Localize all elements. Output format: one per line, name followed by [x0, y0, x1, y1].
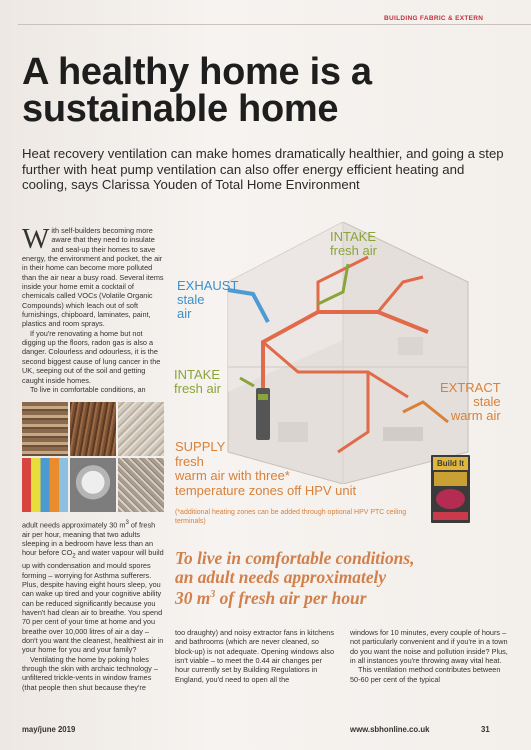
body-paragraph-1: With self-builders becoming more aware that they need to insulate and seal-up their homes to save energy, the environment and pocket, the air in their home can become more polluted than the air near a busy road. Several items inside your home emit a cocktail of chemicals called VOCs (Volatile Organic Compounds) which leach out of soft furnishings, chipboard, laminates, paint, plastics and room sprays.: [22, 223, 164, 329]
headline-line-1: A healthy home is a: [22, 51, 372, 93]
body-paragraph-6: too draughty) and noisy extractor fans in kitchens and bathrooms (which are never cleaned, so block-up) is not adequate. Opening windows also isn't viable – to meet the 0.44 air changes per hour currently set by Building Regulations in England, you'd need to open all the: [175, 628, 335, 684]
body-column-2: [175, 628, 337, 684]
label-extract: EXTRACT stale warm air: [440, 380, 501, 423]
photo-spray: [70, 458, 116, 512]
body-paragraph-7: windows for 10 minutes, every couple of hours – not particularly convenient and if you're in a town do you want the noise and pollution inside? Plus, in all instances you're throwing away vital heat.: [350, 628, 508, 666]
section-tag: BUILDING FABRIC & EXTERN: [384, 15, 484, 22]
body-paragraph-4: adult needs approximately 30 $m^3$ of fresh air per hour, meaning that two adults sleeping in a bedroom have less than an hour before $CO_2$ and water vapour will build up with condensation and mould spores forming – worrying for Asthma sufferers. Plus, despite having eight hours sleep, you can wake up tired and your cognitive ability can be reduced significantly because you haven't had clean air to breathe. You spend 70 per cent of your time at home and you breathe over 10,000 litres of air a day – don't you want the cleanest, healthiest air in your home for you and your family?: [22, 519, 164, 655]
body-paragraph-2: If you're renovating a home but not digging up the floors, radon gas is also a danger. Colourless and odourless, it is the second biggest cause of lung cancer in the UK, seeping out of the soil and getting caught inside homes.: [22, 328, 161, 385]
label-exhaust: EXHAUST stale air: [177, 278, 239, 321]
body-column-1: [22, 223, 164, 394]
body-paragraph-5: Ventilating the home by poking holes through the skin with archaic technology – unfiltered trickle-vents in window frames (that people then shut because they're: [22, 654, 158, 692]
photo-chipboard: [22, 402, 68, 456]
dropcap: W: [22, 223, 50, 255]
page-number: 31: [481, 725, 490, 734]
label-intake-top: INTAKE fresh air: [330, 229, 377, 258]
body-column-1-continued: [22, 518, 164, 692]
label-supply: SUPPLY fresh warm air with three* temperature zones off HPV unit: [175, 439, 357, 498]
body-paragraph-3: To live in comfortable conditions, an: [30, 384, 146, 394]
photo-laminate: [70, 402, 116, 456]
label-intake-left: INTAKE fresh air: [174, 367, 221, 396]
footer-url[interactable]: www.sbhonline.co.uk: [350, 725, 430, 734]
pull-quote: To live in comfortable conditions, an adult needs approximately 30 $m^3$ of fresh air per hour: [175, 548, 415, 608]
photo-carpet: [118, 458, 164, 512]
body-paragraph-8: This ventilation method contributes between 50-60 per cent of the typical: [350, 665, 501, 684]
supply-note: (*additional heating zones can be added through optional HPV PTC ceiling terminals): [175, 509, 407, 525]
body-column-3: [350, 628, 510, 684]
material-photos: [22, 402, 164, 512]
header-rule: [18, 24, 531, 25]
award-badge-logo: Build It: [431, 455, 470, 523]
photo-paint-cans: [22, 458, 68, 512]
footer-date: may/june 2019: [22, 725, 76, 734]
standfirst: Heat recovery ventilation can make homes dramatically healthier, and going a step further with heat pump ventilation can also offer energy efficient heating and cooling, says Clarissa Youden of Total Home Environment: [22, 146, 504, 192]
headline: [22, 51, 502, 130]
headline-line-2: sustainable home: [22, 88, 339, 130]
photo-fabric: [118, 402, 164, 456]
